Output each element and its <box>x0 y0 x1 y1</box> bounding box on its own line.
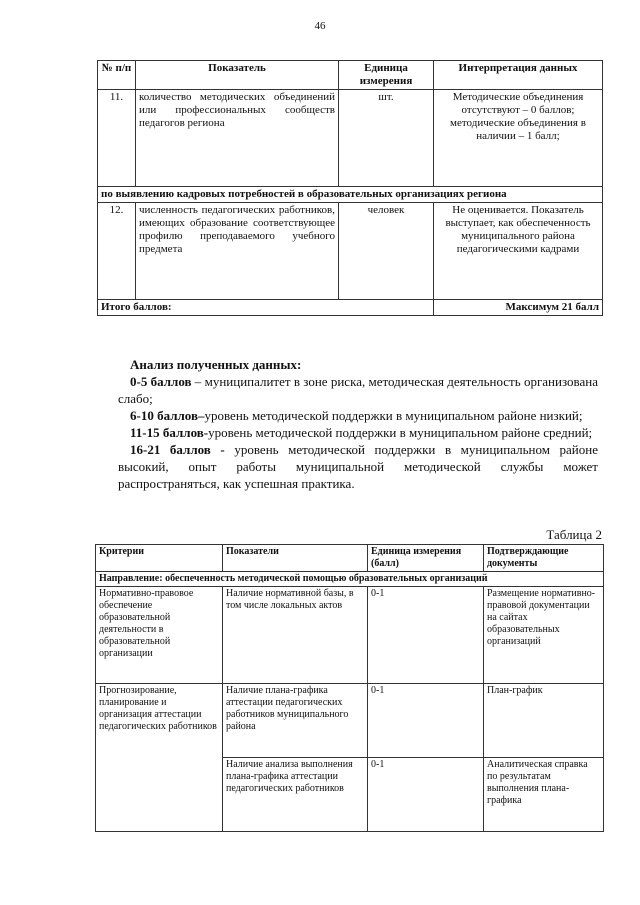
table-row <box>96 587 604 684</box>
table-header-row <box>96 545 604 572</box>
section-row <box>98 187 603 203</box>
indicator-cell: Наличие нормативной базы, в том числе локальных актов <box>223 587 368 684</box>
direction-title: Направление: обеспеченность методической помощью образовательных организаций <box>96 572 604 587</box>
table-caption: Таблица 2 <box>546 527 602 542</box>
unit-cell: 0-1 <box>368 758 484 832</box>
header-indicators: Показатели <box>223 545 368 572</box>
header-documents: Подтверждающие документы <box>484 545 604 572</box>
row-indicator: численность педагогических работников, имеющих образование соответствующее профилю преподаваемого учебного предмета <box>136 203 339 300</box>
table-row <box>98 90 603 187</box>
criteria-table <box>95 544 604 832</box>
criterion-cell: Прогнозирование, планирование и организация аттестации педагогических работников <box>96 684 223 832</box>
direction-row <box>96 572 604 587</box>
header-unit: Единица измерения <box>339 61 434 90</box>
document-cell: Аналитическая справка по результатам выполнения плана-графика <box>484 758 604 832</box>
row-indicator: количество методических объединений или профессиональных сообществ педагогов региона <box>136 90 339 187</box>
table-header-row <box>98 61 603 90</box>
row-number: 11. <box>98 90 136 187</box>
unit-cell: 0-1 <box>368 587 484 684</box>
header-num: № п/п <box>98 61 136 90</box>
score-description: уровень методической поддержки в муниципальном районе средний; <box>208 425 593 440</box>
score-range-item <box>118 373 598 407</box>
total-value: Максимум 21 балл <box>434 300 603 316</box>
indicator-cell: Наличие плана-графика аттестации педагогических работников муниципального района <box>223 684 368 758</box>
row-unit: человек <box>339 203 434 300</box>
score-description: уровень методической поддержки в муниципальном районе низкий; <box>204 408 583 423</box>
score-range-item <box>118 424 598 441</box>
total-row <box>98 300 603 316</box>
analysis-section <box>118 356 598 492</box>
document-cell: План-график <box>484 684 604 758</box>
document-cell: Размещение нормативно-правовой документации на сайтах образовательных организаций <box>484 587 604 684</box>
score-range: 6-10 баллов– <box>130 408 205 423</box>
unit-cell: 0-1 <box>368 684 484 758</box>
score-range: 11-15 баллов- <box>130 425 209 440</box>
row-number: 12. <box>98 203 136 300</box>
table-row <box>98 203 603 300</box>
total-label: Итого баллов: <box>98 300 434 316</box>
table-row <box>96 684 604 758</box>
header-unit: Единица измерения (балл) <box>368 545 484 572</box>
analysis-heading: Анализ полученных данных: <box>130 357 302 372</box>
indicator-cell: Наличие анализа выполнения плана-графика аттестации педагогических работников <box>223 758 368 832</box>
row-interpretation: Методические объединения отсутствуют – 0 баллов; методические объединения в наличии – 1 балл; <box>434 90 603 187</box>
row-interpretation: Не оценивается. Показатель выступает, как обеспеченность муниципального района педагогическими кадрами <box>434 203 603 300</box>
row-unit: шт. <box>339 90 434 187</box>
section-title: по выявлению кадровых потребностей в образовательных организациях региона <box>98 187 603 203</box>
score-range: 0-5 баллов <box>130 374 192 389</box>
score-range: 16-21 баллов - <box>130 442 225 457</box>
score-range-item <box>118 441 598 492</box>
score-range-item <box>118 407 598 424</box>
score-description: – муниципалитет в зоне риска, методическая деятельность организована слабо; <box>118 374 598 406</box>
score-description: уровень методической поддержки в муниципальном районе высокий, опыт работы муниципальной методической службы может распространяться, как успешная практика. <box>118 442 598 491</box>
criterion-cell: Нормативно-правовое обеспечение образовательной деятельности в образовательной организации <box>96 587 223 684</box>
indicators-table <box>97 60 603 316</box>
page-number: 46 <box>314 20 326 32</box>
header-interpretation: Интерпретация данных <box>434 61 603 90</box>
header-indicator: Показатель <box>136 61 339 90</box>
header-criteria: Критерии <box>96 545 223 572</box>
